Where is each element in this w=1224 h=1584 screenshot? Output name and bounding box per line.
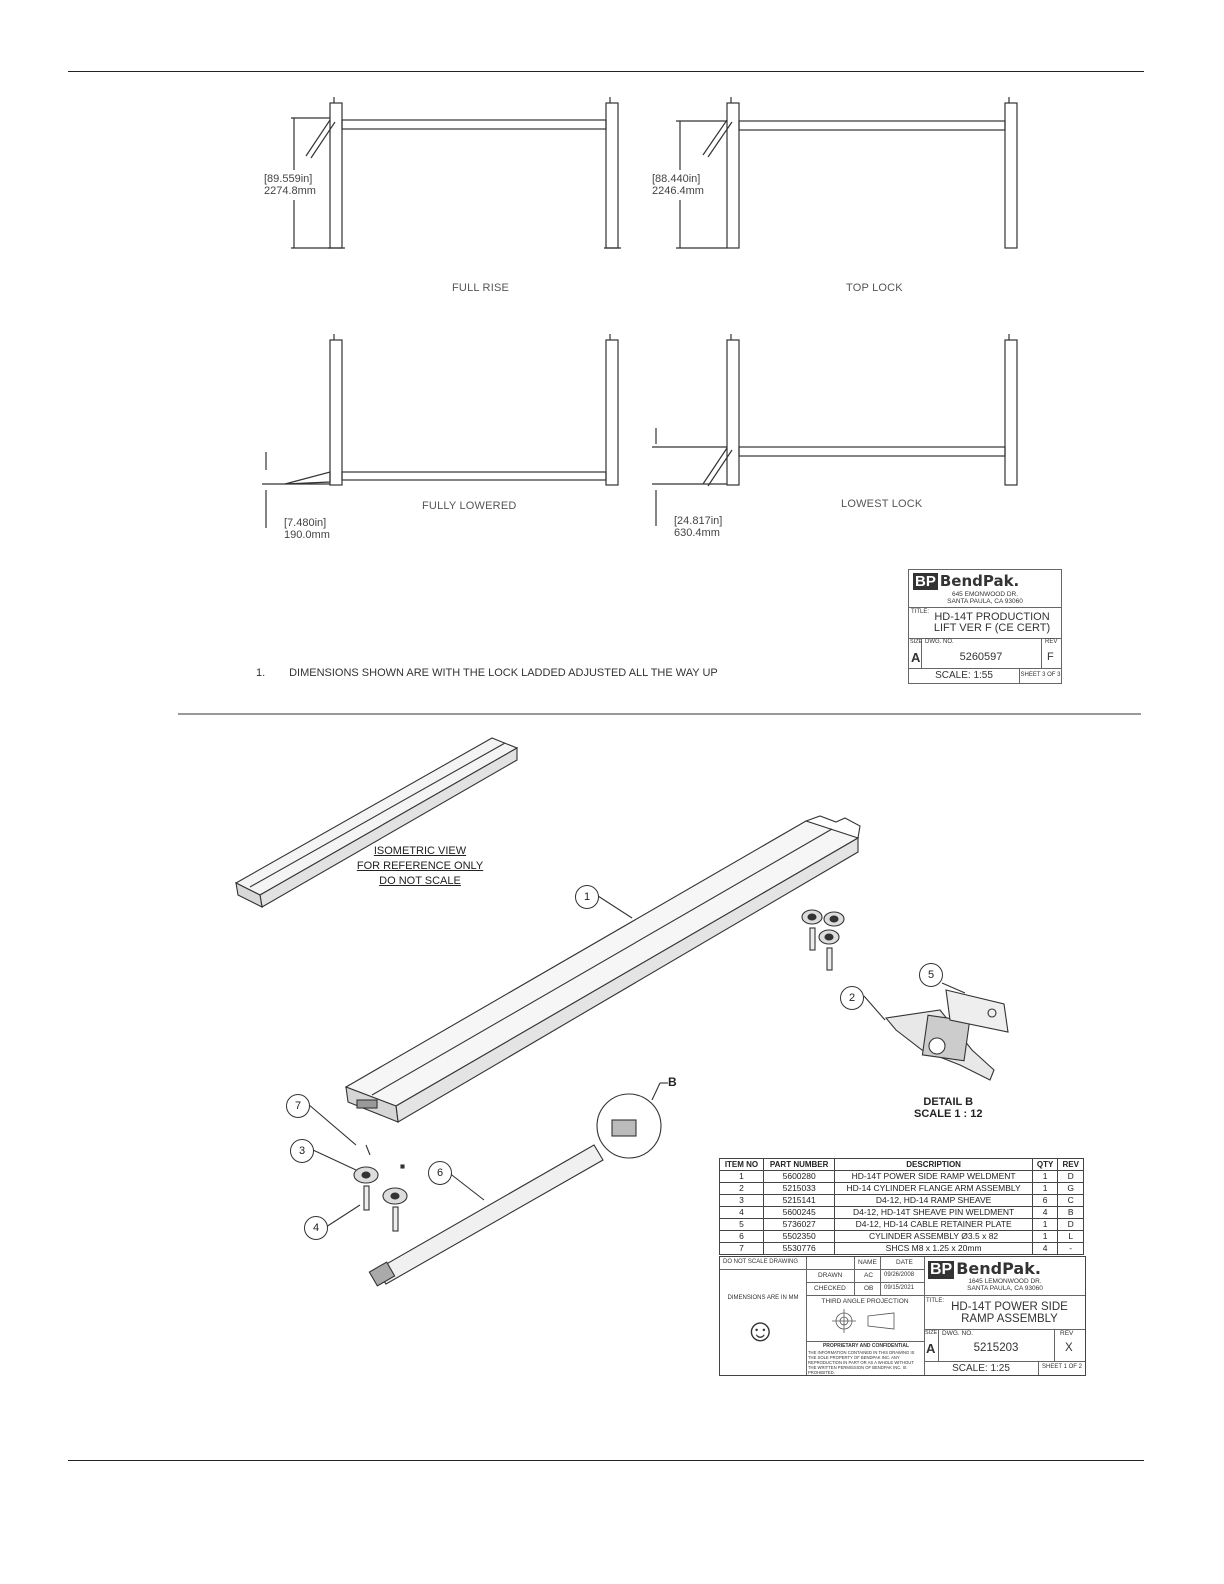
bom-cell: HD-14T POWER SIDE RAMP WELDMENT [835, 1171, 1032, 1183]
bom-cell: 1 [720, 1171, 764, 1183]
smiley-icon: ☺ [744, 1312, 777, 1348]
balloon-2: 2 [840, 986, 864, 1010]
bom-cell: D4-12, HD-14 CABLE RETAINER PLATE [835, 1219, 1032, 1231]
note-text: DIMENSIONS SHOWN ARE WITH THE LOCK LADDED ADJUSTED ALL THE WAY UP [289, 667, 718, 679]
table-row [720, 1183, 1084, 1195]
bom-cell: D [1058, 1219, 1084, 1231]
isometric-view-note [348, 844, 492, 889]
title-line-1: HD-14T PRODUCTION [934, 611, 1050, 623]
rev-value: F [1047, 651, 1054, 663]
fully-lowered-label: FULLY LOWERED [422, 500, 517, 512]
bom-cell: CYLINDER ASSEMBLY Ø3.5 x 82 [835, 1231, 1032, 1243]
address-line-2: SANTA PAULA, CA 93060 [967, 1285, 1043, 1292]
scale: SCALE: 1:55 [935, 670, 993, 681]
rev-label: REV [1060, 1330, 1074, 1337]
dwg-label: DWG. NO. [942, 1330, 974, 1337]
detail-b-callout [597, 1083, 668, 1158]
table-row [720, 1219, 1084, 1231]
bom-cell: - [1058, 1243, 1084, 1255]
size-value: A [926, 1341, 936, 1356]
brand-logo [928, 1259, 1041, 1279]
rev-value: X [1065, 1342, 1073, 1354]
detail-b-parts [886, 990, 1008, 1080]
bom-cell: 1 [1032, 1171, 1058, 1183]
brand-mark: BP [915, 573, 936, 590]
dwg-number: 5260597 [959, 651, 1003, 663]
bom-cell: SHCS M8 x 1.25 x 20mm [835, 1243, 1032, 1255]
drawn-date: 09/26/2008 [884, 1272, 915, 1278]
brand-name: BendPak. [956, 1259, 1041, 1278]
dim-mm: 2246.4mm [652, 185, 704, 197]
bom-cell: 5736027 [763, 1219, 834, 1231]
drawn-name: AC [864, 1272, 874, 1279]
balloon-6: 6 [428, 1161, 452, 1185]
iso-note-line-3: DO NOT SCALE [379, 875, 461, 887]
bom-col-desc: DESCRIPTION [835, 1159, 1032, 1171]
dim-mm: 190.0mm [284, 529, 330, 541]
bom-col-rev: REV [1058, 1159, 1084, 1171]
full-rise-label: FULL RISE [452, 282, 510, 294]
title-line-1: HD-14T POWER SIDE [951, 1301, 1068, 1313]
detail-title: DETAIL B [923, 1096, 974, 1108]
bom-header-row [720, 1159, 1084, 1171]
title-label: TITLE: [926, 1298, 945, 1304]
bom-cell: 1 [1032, 1183, 1058, 1195]
detail-b-label [914, 1096, 982, 1120]
do-not-scale-note: DO NOT SCALE DRAWING [723, 1259, 799, 1265]
brand-name: BendPak. [939, 572, 1020, 590]
bom-cell: B [1058, 1207, 1084, 1219]
sheet-number: SHEET 1 OF 2 [1042, 1364, 1082, 1370]
dim-inches: [24.817in] [674, 515, 723, 527]
top-lock-label: TOP LOCK [846, 282, 903, 294]
table-row [720, 1195, 1084, 1207]
table-row [720, 1243, 1084, 1255]
brand-mark: BP [930, 1261, 953, 1278]
bom-col-qty: QTY [1032, 1159, 1058, 1171]
name-header: NAME [858, 1259, 877, 1266]
bom-cell: 5530776 [763, 1243, 834, 1255]
bom-cell: 5600280 [763, 1171, 834, 1183]
address-line-2: SANTA PAULA, CA 93060 [947, 598, 1023, 605]
bom-cell: 5502350 [763, 1231, 834, 1243]
bom-col-part: PART NUMBER [763, 1159, 834, 1171]
drawn-label: DRAWN [818, 1272, 843, 1279]
projection-label: THIRD ANGLE PROJECTION [821, 1298, 909, 1305]
rev-label: REV [1045, 639, 1058, 645]
bom-cell: 1 [1032, 1231, 1058, 1243]
bom-cell: L [1058, 1231, 1084, 1243]
bom-cell: 5215033 [763, 1183, 834, 1195]
projection-icon [832, 1309, 902, 1335]
bom-cell: D [1058, 1171, 1084, 1183]
bom-cell: 4 [1032, 1207, 1058, 1219]
dwg-number: 5215203 [973, 1342, 1019, 1354]
bom-cell: C [1058, 1195, 1084, 1207]
dim-inches: [89.559in] [264, 173, 313, 185]
balloon-7: 7 [286, 1094, 310, 1118]
bom-col-item: ITEM NO [720, 1159, 764, 1171]
title-label: TITLE: [911, 609, 930, 615]
bill-of-materials [719, 1158, 1084, 1255]
bom-cell: 3 [720, 1195, 764, 1207]
address-line-1: 1645 LEMONWOOD DR. [968, 1278, 1042, 1285]
checked-label: CHECKED [814, 1285, 846, 1292]
proprietary-title: PROPRIETARY AND CONFIDENTIAL [822, 1343, 910, 1349]
balloon-1: 1 [575, 885, 599, 909]
size-label: SIZE [910, 639, 923, 645]
bom-cell: 5600245 [763, 1207, 834, 1219]
table-row [720, 1231, 1084, 1243]
dim-inches: [7.480in] [284, 517, 327, 529]
iso-note-line-1: ISOMETRIC VIEW [373, 845, 467, 857]
bom-cell: D4-12, HD-14 RAMP SHEAVE [835, 1195, 1032, 1207]
bom-cell: G [1058, 1183, 1084, 1195]
bom-cell: 4 [720, 1207, 764, 1219]
title-line-2: LIFT VER F (CE CERT) [933, 622, 1051, 634]
checked-name: OB [864, 1285, 874, 1292]
bom-cell: 4 [1032, 1243, 1058, 1255]
proprietary-text: THE INFORMATION CONTAINED IN THIS DRAWING IS THE SOLE PROPERTY OF BENDPAK INC. ANY REPRODUCTION IN PART OR AS A WHOLE WITHOUT THE WRITTEN PERMISSION OF BENDPAK INC. IS PROHIBITED. [808, 1350, 915, 1375]
detail-b-letter: B [668, 1075, 677, 1089]
sheet-number: SHEET 3 OF 3 [1020, 672, 1061, 678]
bottom-title-block [719, 1256, 1086, 1376]
bom-cell: 6 [1032, 1195, 1058, 1207]
checked-date: 09/15/2021 [884, 1285, 915, 1291]
balloon-5: 5 [919, 963, 943, 987]
dim-mm: 2274.8mm [264, 185, 316, 197]
bom-cell: 7 [720, 1243, 764, 1255]
scale: SCALE: 1:25 [952, 1363, 1010, 1374]
size-label: SIZE [925, 1330, 938, 1336]
bom-cell: 6 [720, 1231, 764, 1243]
table-row [720, 1207, 1084, 1219]
dwg-label: DWG. NO. [925, 639, 954, 645]
address [925, 1278, 1085, 1292]
title-line-2: RAMP ASSEMBLY [961, 1313, 1058, 1325]
bom-cell: HD-14 CYLINDER FLANGE ARM ASSEMBLY [835, 1183, 1032, 1195]
date-header: DATE [896, 1259, 913, 1266]
balloon-3: 3 [290, 1139, 314, 1163]
note-number: 1. [256, 667, 266, 679]
address-line-1: 645 EMONWOOD DR. [951, 591, 1019, 598]
dim-inches: [88.440in] [652, 173, 701, 185]
detail-scale: SCALE 1 : 12 [914, 1108, 983, 1120]
iso-note-line-2: FOR REFERENCE ONLY [356, 860, 484, 872]
lowest-lock-label: LOWEST LOCK [841, 498, 923, 510]
bom-cell: 1 [1032, 1219, 1058, 1231]
bom-cell: 5215141 [763, 1195, 834, 1207]
dim-mm: 630.4mm [674, 527, 720, 539]
drawing-title [934, 1301, 1085, 1325]
bom-cell: 5 [720, 1219, 764, 1231]
bom-cell: 2 [720, 1183, 764, 1195]
size-value: A [911, 650, 921, 665]
dimensions-note: DIMENSIONS ARE IN MM [727, 1295, 799, 1301]
table-row [720, 1171, 1084, 1183]
balloon-4: 4 [304, 1216, 328, 1240]
bom-cell: D4-12, HD-14T SHEAVE PIN WELDMENT [835, 1207, 1032, 1219]
